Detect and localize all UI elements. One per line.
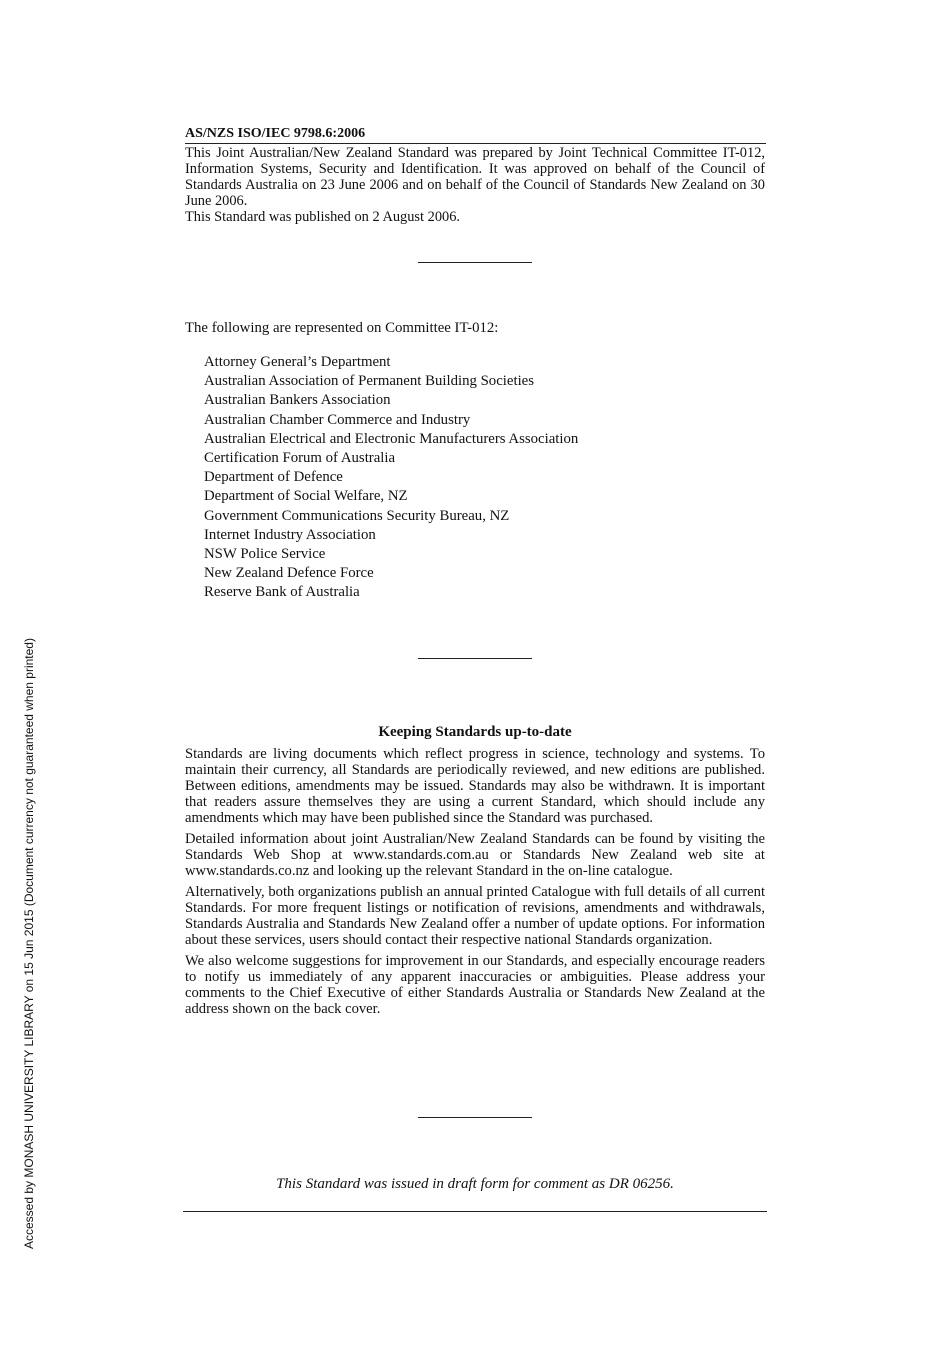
committee-member: NSW Police Service — [204, 546, 326, 563]
body-paragraph: Standards are living documents which reflect progress in science, technology and systems. To maintain their currency, all Standards are periodically reviewed, and new editions are published. Between editions, amendments may be issued. Standards may also be withdrawn. It is important that readers assure themselves they are using a current Standard, which should include any amendments which may have been published since the Standard was purchased. — [185, 746, 765, 826]
committee-member: Internet Industry Association — [204, 526, 376, 543]
committee-member: Australian Bankers Association — [204, 392, 391, 409]
preparation-statement — [185, 145, 765, 225]
committee-member: Australian Chamber Commerce and Industry — [204, 411, 471, 428]
committee-intro: The following are represented on Committee IT-012: — [185, 320, 499, 336]
keeping-up-to-date-body — [185, 746, 765, 1022]
body-paragraph: Detailed information about joint Australian/New Zealand Standards can be found by visiting the Standards Web Shop at www.standards.com.au or Standards New Zealand web site at www.standards.co.nz and looking up the relevant Standard in the on-line catalogue. — [185, 831, 765, 879]
committee-member: Department of Defence — [204, 469, 343, 486]
section-divider — [418, 1117, 532, 1118]
committee-member: Government Communications Security Bureau, NZ — [204, 507, 510, 524]
footer-rule — [183, 1211, 767, 1212]
committee-member: Reserve Bank of Australia — [204, 584, 360, 601]
body-paragraph: We also welcome suggestions for improvement in our Standards, and especially encourage readers to notify us immediately of any apparent inaccuracies or ambiguities. Please address your comments to the Chief Executive of either Standards Australia or Standards New Zealand at the address shown on the back cover. — [185, 953, 765, 1017]
committee-member: Department of Social Welfare, NZ — [204, 488, 408, 505]
publication-date-line: This Standard was published on 2 August 2006. — [185, 209, 461, 225]
section-heading: Keeping Standards up-to-date — [378, 724, 572, 740]
committee-member: Australian Electrical and Electronic Manufacturers Association — [204, 430, 579, 447]
committee-member: New Zealand Defence Force — [204, 565, 374, 582]
section-divider — [418, 262, 532, 263]
committee-member: Certification Forum of Australia — [204, 450, 396, 467]
standard-designation: AS/NZS ISO/IEC 9798.6:2006 — [185, 126, 766, 144]
section-divider — [418, 658, 532, 659]
committee-member-list — [204, 353, 764, 603]
body-paragraph: Alternatively, both organizations publish an annual printed Catalogue with full details of all current Standards. For more frequent listings or notification of revisions, amendments and withdrawals, Standards Australia and Standards New Zealand offer a number of update options. For information about these services, users should contact their respective national Standards organization. — [185, 884, 765, 948]
preparation-paragraph: This Joint Australian/New Zealand Standard was prepared by Joint Technical Committee IT-012, Information Systems, Security and Identification. It was approved on behalf of the Council of Standards Australia on 23 June 2006 and on behalf of the Council of Standards New Zealand on 30 June 2006. — [185, 145, 765, 209]
draft-note: This Standard was issued in draft form for comment as DR 06256. — [276, 1176, 674, 1192]
access-watermark: Accessed by MONASH UNIVERSITY LIBRARY on 15 Jun 2015 (Document currency not guaranteed when printed) — [22, 638, 36, 1249]
committee-member: Australian Association of Permanent Building Societies — [204, 373, 535, 390]
committee-member: Attorney General’s Department — [204, 354, 391, 370]
